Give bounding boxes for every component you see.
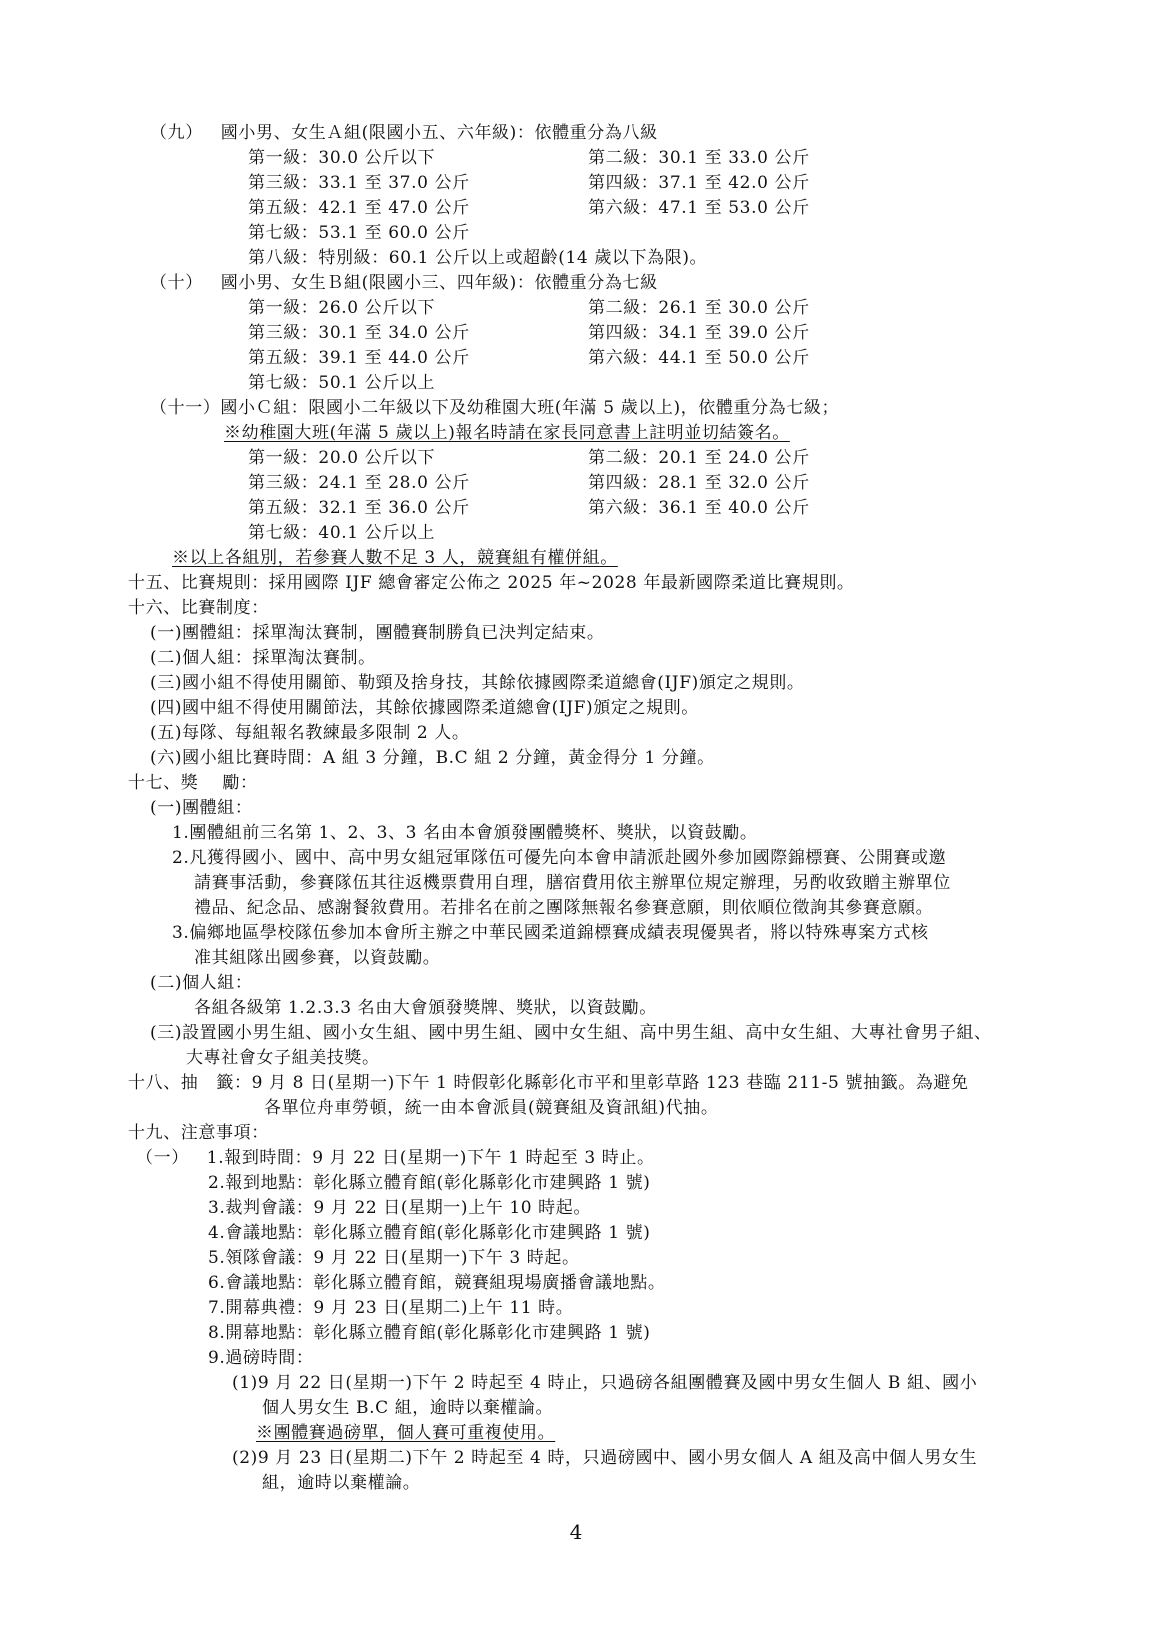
- text-line: 第六級：47.1 至 53.0 公斤: [588, 198, 810, 218]
- text-line: 十六、比賽制度：: [128, 598, 269, 618]
- text-line: (一)團體組：: [150, 798, 253, 818]
- text-line: 7.開幕典禮：9 月 23 日(星期二)上午 11 時。: [208, 1298, 574, 1318]
- text-line: 第三級：33.1 至 37.0 公斤: [248, 173, 470, 193]
- text-line: (二)個人組：: [150, 973, 253, 993]
- text-line: 十七、獎 勵：: [128, 773, 258, 793]
- text-line: 8.開幕地點：彰化縣立體育館(彰化縣彰化市建興路 1 號): [208, 1323, 651, 1343]
- text-line: 准其組隊出國參賽，以資鼓勵。: [194, 948, 441, 968]
- text-line: 第五級：32.1 至 36.0 公斤: [248, 498, 470, 518]
- text-line: 十八、抽 籤：9 月 8 日(星期一)下午 1 時假彰化縣彰化市平和里彰草路 123 巷臨 211-5 號抽籤。為避免: [128, 1073, 969, 1093]
- text-line: ※團體賽過磅單，個人賽可重複使用。: [256, 1423, 556, 1443]
- text-line: (一)團體組：採單淘汰賽制，團體賽制勝負已決判定結束。: [150, 623, 605, 643]
- text-line: (四)國中組不得使用關節法，其餘依據國際柔道總會(IJF)頒定之規則。: [150, 698, 699, 718]
- text-line: ※幼稚園大班(年滿 5 歲以上)報名時請在家長同意書上註明並切結簽名。: [224, 423, 790, 443]
- text-line: (二)個人組：採單淘汰賽制。: [150, 648, 376, 668]
- text-line: 各組各級第 1.2.3.3 名由大會頒發獎牌、獎狀，以資鼓勵。: [194, 998, 657, 1018]
- text-line: 第四級：34.1 至 39.0 公斤: [588, 323, 810, 343]
- text-line: 禮品、紀念品、感謝餐敘費用。若排名在前之團隊無報名參賽意願，則依順位徵詢其參賽意願。: [194, 898, 934, 918]
- text-line: 4.會議地點：彰化縣立體育館(彰化縣彰化市建興路 1 號): [208, 1223, 651, 1243]
- text-line: 5.領隊會議：9 月 22 日(星期一)下午 3 時起。: [208, 1248, 580, 1268]
- text-line: 大專社會女子組美技獎。: [186, 1048, 380, 1068]
- text-line: (三)設置國小男生組、國小女生組、國中男生組、國中女生組、高中男生組、高中女生組、大專社會男子組、: [150, 1023, 992, 1043]
- text-line: 第四級：28.1 至 32.0 公斤: [588, 473, 810, 493]
- text-line: 第一級：26.0 公斤以下: [248, 298, 436, 318]
- text-line: 3.裁判會議：9 月 22 日(星期一)上午 10 時起。: [208, 1198, 591, 1218]
- text-line: （九） 國小男、女生Ａ組(限國小五、六年級)：依體重分為八級: [150, 123, 658, 143]
- text-line: 第四級：37.1 至 42.0 公斤: [588, 173, 810, 193]
- text-line: 第五級：42.1 至 47.0 公斤: [248, 198, 470, 218]
- text-line: 第七級：53.1 至 60.0 公斤: [248, 223, 470, 243]
- text-line: 個人男女生 B.C 組，逾時以棄權論。: [262, 1398, 554, 1418]
- text-line: 9.過磅時間：: [208, 1348, 314, 1368]
- text-line: 第三級：24.1 至 28.0 公斤: [248, 473, 470, 493]
- page-number: 4: [569, 1520, 583, 1544]
- text-line: 2.報到地點：彰化縣立體育館(彰化縣彰化市建興路 1 號): [208, 1173, 651, 1193]
- text-line: (2)9 月 23 日(星期二)下午 2 時起至 4 時，只過磅國中、國小男女個人 A 組及高中個人男女生: [232, 1448, 978, 1468]
- text-line: 6.會議地點：彰化縣立體育館，競賽組現場廣播會議地點。: [208, 1273, 666, 1293]
- text-line: 第五級：39.1 至 44.0 公斤: [248, 348, 470, 368]
- text-line: 第二級：30.1 至 33.0 公斤: [588, 148, 810, 168]
- text-line: 第二級：20.1 至 24.0 公斤: [588, 448, 810, 468]
- text-line: 各單位舟車勞頓，統一由本會派員(競賽組及資訊組)代抽。: [264, 1098, 719, 1118]
- text-line: （十一）國小Ｃ組：限國小二年級以下及幼稚園大班(年滿 5 歲以上)，依體重分為七級；: [150, 398, 840, 418]
- text-line: 3.偏鄉地區學校隊伍參加本會所主辦之中華民國柔道錦標賽成績表現優異者，將以特殊專案方式核: [172, 923, 929, 943]
- text-line: (三)國小組不得使用關節、勒頸及捨身技，其餘依據國際柔道總會(IJF)頒定之規則。: [150, 673, 805, 693]
- text-line: 十九、注意事項：: [128, 1123, 269, 1143]
- text-line: 組，逾時以棄權論。: [262, 1473, 421, 1493]
- text-line: （一） 1.報到時間：9 月 22 日(星期一)下午 1 時起至 3 時止。: [136, 1148, 655, 1168]
- text-line: ※以上各組別，若參賽人數不足 3 人，競賽組有權併組。: [172, 548, 618, 568]
- text-line: 第六級：44.1 至 50.0 公斤: [588, 348, 810, 368]
- text-line: 第二級：26.1 至 30.0 公斤: [588, 298, 810, 318]
- text-line: (1)9 月 22 日(星期一)下午 2 時起至 4 時止，只過磅各組團體賽及國中男女生個人 B 組、國小: [232, 1373, 978, 1393]
- text-line: 第七級：50.1 公斤以上: [248, 373, 436, 393]
- text-line: 2.凡獲得國小、國中、高中男女組冠軍隊伍可優先向本會申請派赴國外參加國際錦標賽、公開賽或邀: [172, 848, 947, 868]
- text-line: 第七級：40.1 公斤以上: [248, 523, 436, 543]
- text-line: 第三級：30.1 至 34.0 公斤: [248, 323, 470, 343]
- text-line: 第一級：20.0 公斤以下: [248, 448, 436, 468]
- text-line: (五)每隊、每組報名教練最多限制 2 人。: [150, 723, 470, 743]
- text-line: 第八級：特別級：60.1 公斤以上或超齡(14 歲以下為限)。: [248, 248, 708, 268]
- text-line: （十） 國小男、女生Ｂ組(限國小三、四年級)：依體重分為七級: [150, 273, 658, 293]
- text-line: 十五、比賽規則：採用國際 IJF 總會審定公佈之 2025 年~2028 年最新國際柔道比賽規則。: [128, 573, 855, 593]
- text-line: 請賽事活動，參賽隊伍其往返機票費用自理，膳宿費用依主辦單位規定辦理，另酌收致贈主辦單位: [194, 873, 951, 893]
- text-line: 第一級：30.0 公斤以下: [248, 148, 436, 168]
- text-line: 第六級：36.1 至 40.0 公斤: [588, 498, 810, 518]
- text-line: (六)國小組比賽時間：A 組 3 分鐘，B.C 組 2 分鐘，黃金得分 1 分鐘。: [150, 748, 715, 768]
- text-line: 1.團體組前三名第 1、2、3、3 名由本會頒發團體獎杯、獎狀，以資鼓勵。: [172, 823, 758, 843]
